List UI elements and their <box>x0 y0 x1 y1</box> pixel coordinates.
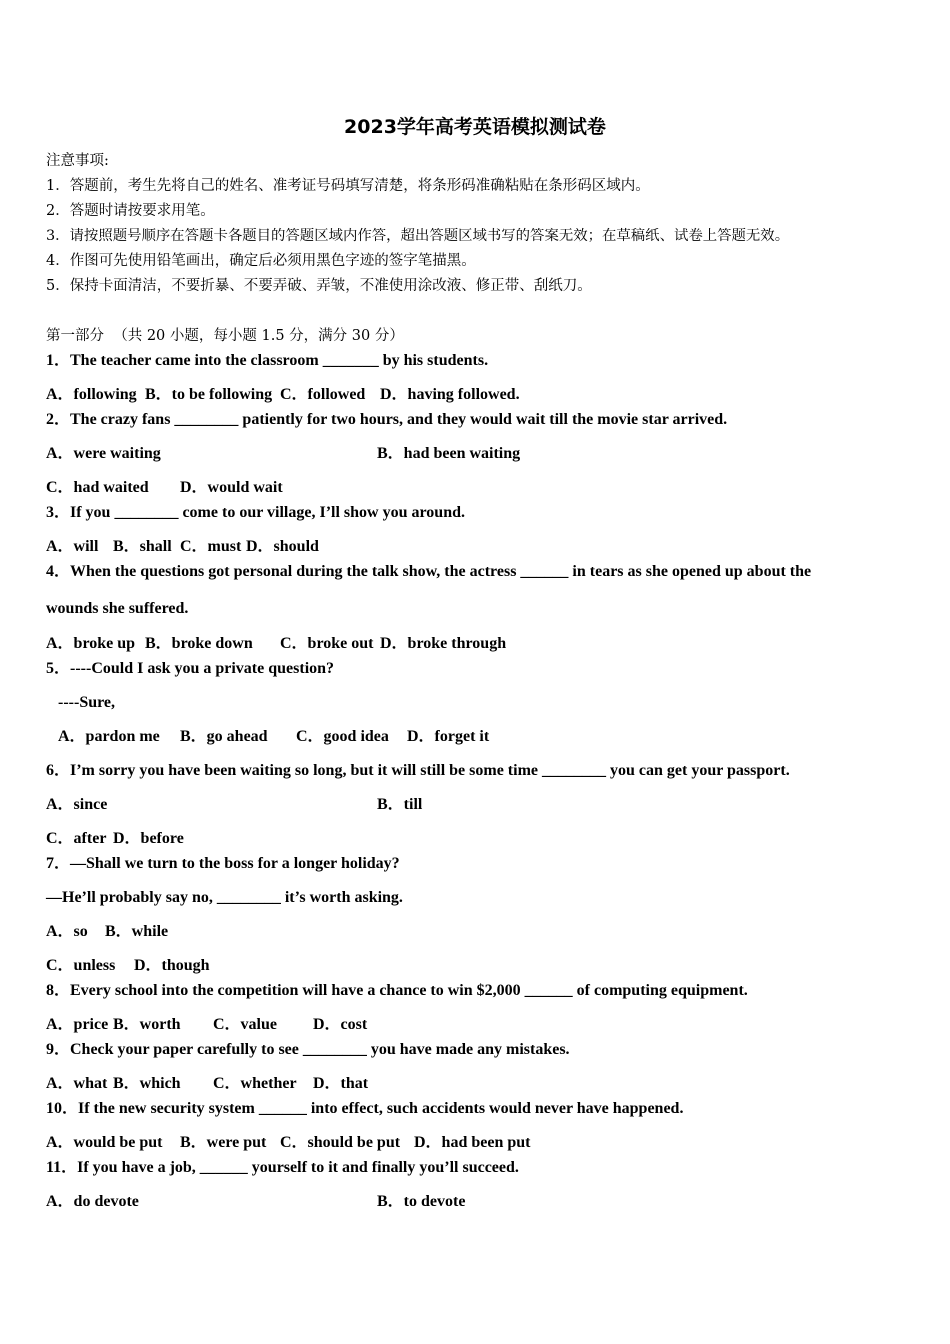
question-stem: 8．Every school into the competition will have a chance to win $2,000 ______ of computing equipment. <box>46 982 748 999</box>
option-d[interactable]: D．had been put <box>414 1134 531 1151</box>
option-c[interactable]: C．had waited <box>46 479 149 496</box>
option-d[interactable]: D．that <box>313 1075 369 1092</box>
option-a[interactable]: A．would be put <box>46 1134 163 1151</box>
notice-item: 2．答题时请按要求用笔。 <box>46 203 215 219</box>
question-stem-continued: wounds she suffered. <box>46 600 189 617</box>
option-b[interactable]: B．had been waiting <box>377 445 521 462</box>
question-stem: 5．----Could I ask you a private question? <box>46 660 335 677</box>
option-d[interactable]: D．having followed. <box>380 386 520 403</box>
option-a[interactable]: A．broke up <box>46 635 136 652</box>
option-d[interactable]: D．would wait <box>180 479 283 496</box>
option-b[interactable]: B．to be following <box>145 386 273 403</box>
option-d[interactable]: D．cost <box>313 1016 368 1033</box>
question-stem: 10．If the new security system ______ into effect, such accidents would never have happened. <box>46 1100 684 1117</box>
notice-item: 5．保持卡面清洁，不要折暴、不要弄破、弄皱，不准使用涂改液、修正带、刮纸刀。 <box>46 278 592 294</box>
option-d[interactable]: D．forget it <box>407 728 490 745</box>
option-c[interactable]: C．should be put <box>280 1134 401 1151</box>
notice-item: 4．作图可先使用铅笔画出，确定后必须用黑色字迹的签字笔描黑。 <box>46 253 476 269</box>
option-b[interactable]: B．shall <box>113 538 172 555</box>
notice-heading: 注意事项: <box>46 153 109 169</box>
dialogue-reply: —He’ll probably say no, ________ it’s worth asking. <box>46 889 403 906</box>
option-c[interactable]: C．whether <box>213 1075 297 1092</box>
option-b[interactable]: B．till <box>377 796 423 813</box>
question-stem: 9．Check your paper carefully to see ________ you have made any mistakes. <box>46 1041 570 1058</box>
option-d[interactable]: D．before <box>113 830 184 847</box>
option-b[interactable]: B．go ahead <box>180 728 268 745</box>
exam-title: 2023学年高考英语模拟测试卷 <box>344 116 606 138</box>
option-c[interactable]: C．followed <box>280 386 366 403</box>
question-stem: 1．The teacher came into the classroom _______ by his students. <box>46 352 489 369</box>
dialogue-reply: ----Sure, <box>58 694 116 711</box>
notice-item: 1．答题前，考生先将自己的姓名、准考证号码填写清楚，将条形码准确粘贴在条形码区域内。 <box>46 178 650 194</box>
option-d[interactable]: D．broke through <box>380 635 507 652</box>
option-b[interactable]: B．which <box>113 1075 181 1092</box>
option-d[interactable]: D．should <box>246 538 319 555</box>
section-heading: 第一部分 （共 20 小题，每小题 1.5 分，满分 30 分） <box>46 328 404 344</box>
option-b[interactable]: B．broke down <box>145 635 253 652</box>
option-c[interactable]: C．value <box>213 1016 278 1033</box>
option-a[interactable]: A．were waiting <box>46 445 161 462</box>
option-a[interactable]: A．pardon me <box>58 728 160 745</box>
option-a[interactable]: A．following <box>46 386 137 403</box>
option-d[interactable]: D．though <box>134 957 210 974</box>
option-c[interactable]: C．unless <box>46 957 116 974</box>
question-stem: 2．The crazy fans ________ patiently for two hours, and they would wait till the movie star arrived. <box>46 411 728 428</box>
notice-item: 3．请按照题号顺序在答题卡各题目的答题区域内作答，超出答题区域书写的答案无效；在草稿纸、试卷上答题无效。 <box>46 228 790 244</box>
option-c[interactable]: C．broke out <box>280 635 374 652</box>
option-a[interactable]: A．price <box>46 1016 109 1033</box>
question-stem: 7．—Shall we turn to the boss for a longer holiday? <box>46 855 400 872</box>
option-a[interactable]: A．what <box>46 1075 108 1092</box>
question-stem: 3．If you ________ come to our village, I’ll show you around. <box>46 504 465 521</box>
option-c[interactable]: C．after <box>46 830 107 847</box>
question-stem: 6．I’m sorry you have been waiting so long, but it will still be some time ________ you can get your passport. <box>46 762 790 779</box>
option-a[interactable]: A．do devote <box>46 1193 139 1210</box>
option-c[interactable]: C．must <box>180 538 242 555</box>
option-a[interactable]: A．so <box>46 923 88 940</box>
option-b[interactable]: B．were put <box>180 1134 267 1151</box>
option-b[interactable]: B．while <box>105 923 169 940</box>
question-stem: 11．If you have a job, ______ yourself to it and finally you’ll succeed. <box>46 1159 519 1176</box>
option-a[interactable]: A．since <box>46 796 108 813</box>
option-b[interactable]: B．worth <box>113 1016 181 1033</box>
option-c[interactable]: C．good idea <box>296 728 389 745</box>
question-stem: 4．When the questions got personal during the talk show, the actress ______ in tears as she opened up about the <box>46 563 812 580</box>
option-a[interactable]: A．will <box>46 538 99 555</box>
option-b[interactable]: B．to devote <box>377 1193 466 1210</box>
